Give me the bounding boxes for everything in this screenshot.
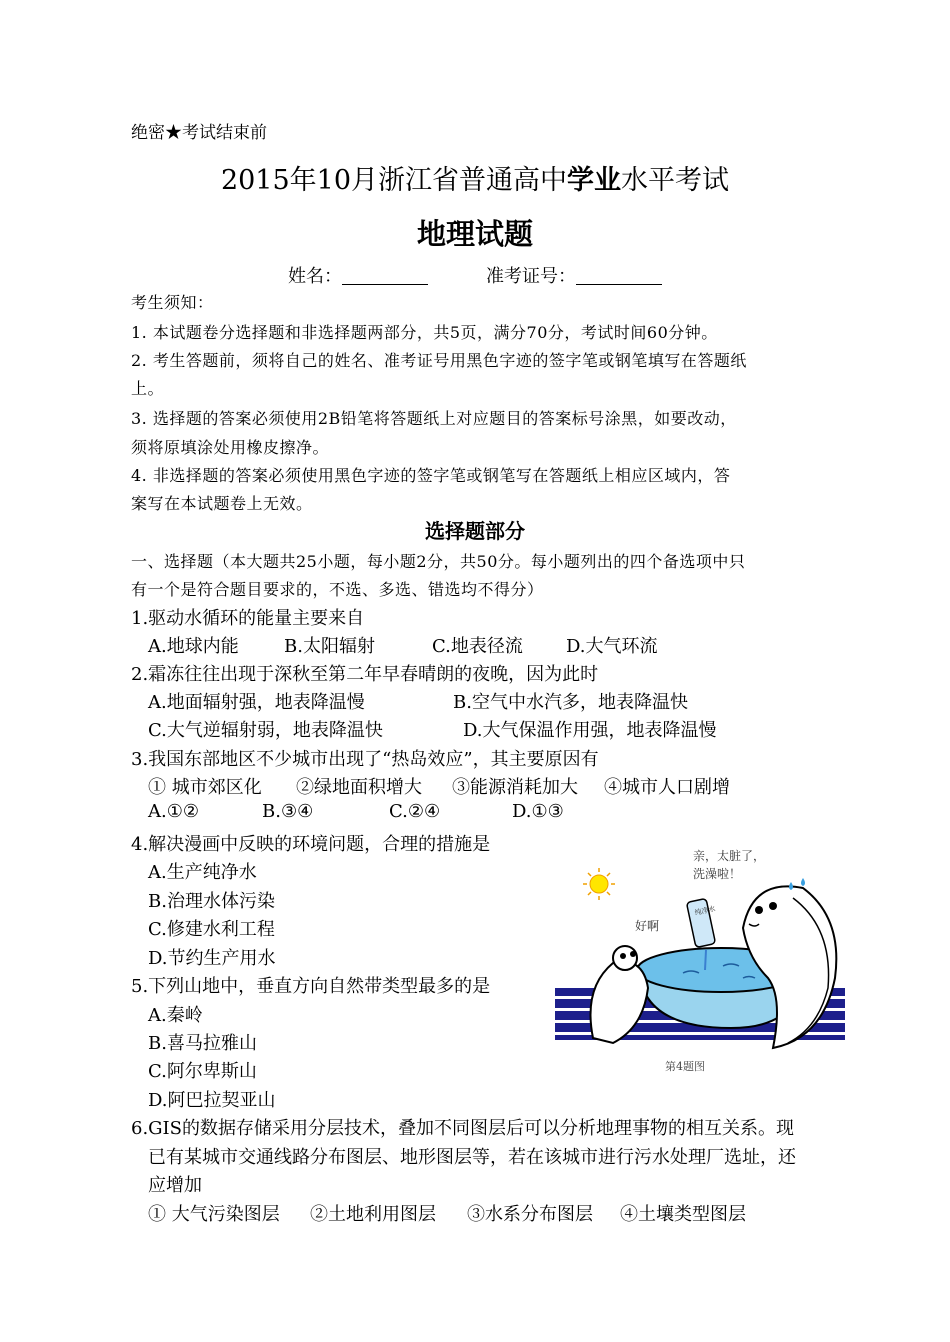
notice-line-5: 须将原填涂处用橡皮擦净。 (131, 438, 330, 457)
q4-option-b: B.治理水体污染 (148, 891, 275, 912)
section-title: 选择题部分 (425, 519, 525, 543)
q3-option-d: D.①③ (512, 801, 564, 822)
title-part2: 水平考试 (621, 165, 730, 196)
title-bold: 学业 (567, 165, 622, 196)
notice-line-3: 上。 (131, 379, 165, 398)
notice-heading: 考生须知： (131, 293, 214, 312)
id-blank[interactable] (576, 266, 662, 285)
q2-stem: 2.霜冻往往出现于深秋至第二年早春晴朗的夜晚，因为此时 (131, 664, 599, 685)
q6-item-4: ④土壤类型图层 (620, 1204, 746, 1225)
q6-stem-line-2: 已有某城市交通线路分布图层、地形图层等，若在该城市进行污水处理厂选址，还 (148, 1147, 796, 1168)
confidential-label: 绝密★考试结束前 (131, 123, 267, 143)
q2-option-c: C.大气逆辐射弱，地表降温快 (148, 720, 383, 741)
q1-option-c: C.地表径流 (432, 636, 523, 657)
q3-option-c: C.②④ (389, 801, 441, 822)
q2-option-d: D.大气保温作用强，地表降温慢 (463, 720, 717, 741)
section-intro-2: 有一个是符合题目要求的，不选、多选、错选均不得分） (131, 580, 544, 599)
q4-option-a: A.生产纯净水 (148, 862, 257, 883)
notice-line-6: 4. 非选择题的答案必须使用黑色字迹的签字笔或钢笔写在答题纸上相应区域内，答 (131, 466, 731, 485)
notice-line-1: 1. 本试题卷分选择题和非选择题两部分，共5页，满分70分，考试时间60分钟。 (131, 323, 718, 342)
name-label: 姓名： (288, 266, 342, 287)
exam-title (0, 158, 950, 197)
name-blank[interactable] (342, 266, 428, 285)
q5-option-a: A.秦岭 (148, 1005, 203, 1026)
section-intro-1: 一、选择题（本大题共25小题，每小题2分，共50分。每小题列出的四个备选项中只 (131, 552, 746, 571)
q3-option-a: A.①② (148, 801, 199, 822)
q1-option-d: D.大气环流 (566, 636, 658, 657)
figure-caption: 第4题图 (665, 1060, 705, 1073)
q4-option-d: D.节约生产用水 (148, 948, 276, 969)
q5-option-c: C.阿尔卑斯山 (148, 1061, 257, 1082)
q3-item-1: ① 城市郊区化 (148, 777, 262, 798)
notice-line-7: 案写在本试题卷上无效。 (131, 494, 313, 513)
q1-option-a: A.地球内能 (148, 636, 239, 657)
q2-option-a: A.地面辐射强，地表降温慢 (148, 692, 365, 713)
title-part1: 2015年10月浙江省普通高中 (220, 165, 568, 196)
q1-stem: 1.驱动水循环的能量主要来自 (131, 608, 365, 629)
cartoon-illustration (553, 838, 847, 1076)
candidate-info-row (288, 262, 662, 288)
id-label: 准考证号： (486, 266, 576, 287)
bottle-label: 纯净水 (693, 904, 717, 917)
q4-cartoon-figure (553, 838, 847, 1076)
speech-small: 好啊 (635, 919, 660, 933)
notice-line-2: 2. 考生答题前，须将自己的姓名、准考证号用黑色字迹的签字笔或钢笔填写在答题纸 (131, 351, 747, 370)
q6-stem-line-3: 应增加 (148, 1175, 202, 1196)
q3-item-3: ③能源消耗加大 (452, 777, 578, 798)
q3-stem: 3.我国东部地区不少城市出现了“热岛效应”，其主要原因有 (131, 749, 599, 770)
q3-option-b: B.③④ (262, 801, 314, 822)
q6-item-1: ① 大气污染图层 (148, 1204, 280, 1225)
q5-option-d: D.阿巴拉契亚山 (148, 1090, 276, 1111)
q6-item-2: ②土地利用图层 (310, 1204, 436, 1225)
q4-option-c: C.修建水利工程 (148, 919, 275, 940)
sun-icon (583, 868, 615, 900)
q2-option-b: B.空气中水汽多，地表降温快 (453, 692, 688, 713)
q6-stem-line-1: 6.GIS的数据存储采用分层技术，叠加不同图层后可以分析地理事物的相互关系。现 (131, 1118, 794, 1139)
speech-big-line-2: 洗澡啦！ (693, 867, 742, 881)
speech-big-line-1: 亲，太脏了， (693, 849, 766, 863)
notice-line-4: 3. 选择题的答案必须使用2B铅笔将答题纸上对应题目的答案标号涂黑，如要改动， (131, 409, 737, 428)
exam-subtitle: 地理试题 (416, 217, 533, 251)
q3-item-4: ④城市人口剧增 (604, 777, 730, 798)
q3-item-2: ②绿地面积增大 (296, 777, 422, 798)
q6-item-3: ③水系分布图层 (467, 1204, 593, 1225)
q4-stem: 4.解决漫画中反映的环境问题，合理的措施是 (131, 834, 491, 855)
q5-stem: 5.下列山地中，垂直方向自然带类型最多的是 (131, 976, 491, 997)
q1-option-b: B.太阳辐射 (284, 636, 375, 657)
q5-option-b: B.喜马拉雅山 (148, 1033, 257, 1054)
